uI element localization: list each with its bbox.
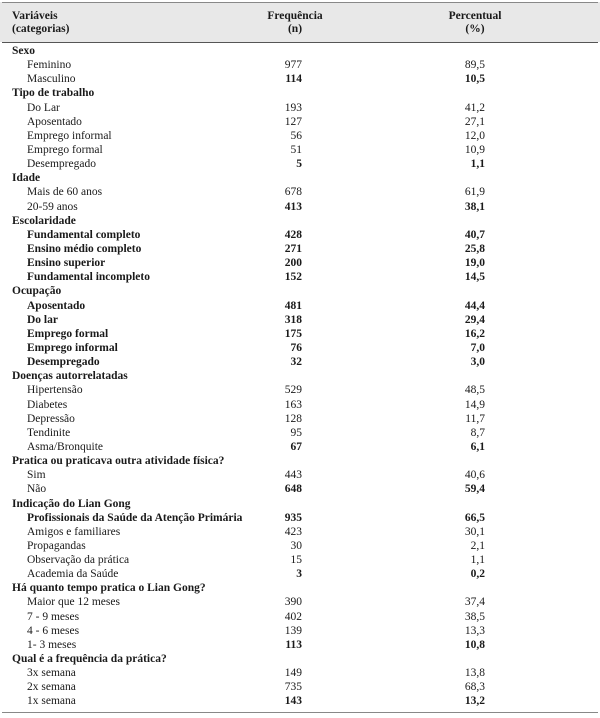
table-row bbox=[0, 270, 600, 284]
row-percent: 29,4 bbox=[464, 313, 485, 326]
row-frequency: 678 bbox=[284, 186, 302, 199]
table-row bbox=[0, 412, 600, 426]
row-frequency: 67 bbox=[290, 440, 302, 453]
category-row bbox=[0, 497, 600, 511]
row-percent: 25,8 bbox=[464, 242, 485, 255]
table-row bbox=[0, 511, 600, 525]
table-row bbox=[0, 157, 600, 171]
category-label: Ocupação bbox=[12, 285, 62, 298]
row-label: Diabetes bbox=[27, 398, 68, 411]
row-label: Aposentado bbox=[27, 115, 82, 128]
row-percent: 40,6 bbox=[464, 469, 485, 482]
row-label: Desempregado bbox=[27, 158, 96, 171]
row-percent: 27,1 bbox=[464, 115, 485, 128]
row-frequency: 113 bbox=[285, 638, 302, 651]
header-rule bbox=[2, 42, 598, 43]
row-label: 7 - 9 meses bbox=[27, 610, 80, 623]
row-label: Fundamental completo bbox=[27, 228, 141, 241]
row-label: Emprego informal bbox=[27, 341, 118, 354]
category-label: Indicação do Lian Gong bbox=[12, 497, 131, 510]
row-frequency: 529 bbox=[284, 384, 302, 397]
row-percent: 68,3 bbox=[464, 681, 485, 694]
table-row bbox=[0, 553, 600, 567]
category-row bbox=[0, 652, 600, 666]
row-label: Desempregado bbox=[27, 356, 100, 369]
table-row bbox=[0, 539, 600, 553]
table-row bbox=[0, 101, 600, 115]
table-row bbox=[0, 185, 600, 199]
table-row bbox=[0, 666, 600, 680]
row-label: Hipertensão bbox=[27, 384, 83, 397]
row-frequency: 428 bbox=[284, 228, 302, 241]
table-row bbox=[0, 242, 600, 256]
row-frequency: 163 bbox=[284, 398, 302, 411]
row-percent: 16,2 bbox=[464, 327, 485, 340]
row-label: 1- 3 meses bbox=[27, 638, 77, 651]
category-label: Sexo bbox=[12, 45, 35, 57]
table-row bbox=[0, 341, 600, 355]
category-row bbox=[0, 284, 600, 298]
row-frequency: 175 bbox=[284, 327, 302, 340]
row-frequency: 30 bbox=[290, 539, 302, 552]
row-percent: 10,5 bbox=[464, 73, 485, 86]
table-row bbox=[0, 58, 600, 72]
row-percent: 1,1 bbox=[470, 158, 485, 171]
row-frequency: 443 bbox=[284, 469, 302, 482]
row-frequency: 3 bbox=[296, 568, 302, 581]
row-percent: 37,4 bbox=[464, 596, 485, 609]
row-percent: 2,1 bbox=[470, 539, 485, 552]
table-row bbox=[0, 638, 600, 652]
row-percent: 6,1 bbox=[470, 440, 485, 453]
table-row bbox=[0, 355, 600, 369]
row-percent: 3,0 bbox=[470, 356, 485, 369]
row-frequency: 143 bbox=[284, 695, 302, 708]
row-percent: 10,9 bbox=[464, 143, 485, 156]
row-frequency: 51 bbox=[290, 143, 302, 156]
row-percent: 10,8 bbox=[464, 638, 485, 651]
row-label: Mais de 60 anos bbox=[27, 186, 103, 199]
row-percent: 13,3 bbox=[464, 624, 485, 637]
table-row bbox=[0, 313, 600, 327]
category-label: Há quanto tempo pratica o Lian Gong? bbox=[12, 582, 206, 595]
row-frequency: 648 bbox=[284, 483, 302, 496]
row-label: Não bbox=[27, 483, 47, 496]
row-frequency: 149 bbox=[284, 667, 302, 680]
row-percent: 44,4 bbox=[464, 299, 485, 312]
table-row bbox=[0, 440, 600, 454]
header-percent-line1: Percentual bbox=[448, 10, 502, 22]
table-row bbox=[0, 482, 600, 496]
row-frequency: 390 bbox=[284, 596, 302, 609]
row-percent: 66,5 bbox=[464, 511, 485, 524]
row-frequency: 128 bbox=[284, 412, 302, 425]
category-label: Doenças autorrelatadas bbox=[12, 370, 128, 383]
row-frequency: 15 bbox=[290, 554, 302, 567]
row-label: Academia da Saúde bbox=[27, 568, 119, 581]
row-percent: 1,1 bbox=[470, 554, 485, 567]
row-frequency: 76 bbox=[290, 341, 302, 354]
row-label: Emprego formal bbox=[27, 143, 103, 156]
row-label: Amigos e familiares bbox=[27, 525, 121, 538]
row-frequency: 318 bbox=[284, 313, 302, 326]
row-label: 2x semana bbox=[27, 681, 76, 694]
row-percent: 19,0 bbox=[464, 257, 485, 270]
row-percent: 30,1 bbox=[464, 525, 485, 538]
row-percent: 38,5 bbox=[464, 610, 485, 623]
table-row bbox=[0, 680, 600, 694]
table-row bbox=[0, 610, 600, 624]
row-label: Do Lar bbox=[27, 101, 60, 114]
row-percent: 0,2 bbox=[470, 568, 485, 581]
category-row bbox=[0, 171, 600, 185]
row-percent: 89,5 bbox=[464, 59, 485, 72]
row-frequency: 95 bbox=[290, 426, 302, 439]
table-row bbox=[0, 72, 600, 86]
category-row bbox=[0, 86, 600, 100]
table-row bbox=[0, 694, 600, 708]
row-label: Ensino superior bbox=[27, 257, 106, 270]
row-frequency: 193 bbox=[284, 101, 302, 114]
row-label: Ensino médio completo bbox=[27, 242, 142, 255]
table-row bbox=[0, 200, 600, 214]
table-row bbox=[0, 525, 600, 539]
table-header bbox=[0, 2, 600, 42]
row-frequency: 481 bbox=[284, 299, 302, 312]
row-label: Depressão bbox=[27, 412, 75, 425]
row-percent: 11,7 bbox=[465, 412, 485, 425]
row-label: Asma/Bronquite bbox=[27, 440, 104, 453]
row-frequency: 32 bbox=[290, 356, 302, 369]
row-frequency: 735 bbox=[284, 681, 302, 694]
header-percent bbox=[400, 10, 550, 36]
category-row bbox=[0, 214, 600, 228]
row-label: Do lar bbox=[27, 313, 58, 326]
row-frequency: 977 bbox=[284, 59, 302, 72]
category-row bbox=[0, 44, 600, 58]
table-row bbox=[0, 299, 600, 313]
table-row bbox=[0, 256, 600, 270]
row-percent: 7,0 bbox=[470, 341, 485, 354]
row-label: Maior que 12 meses bbox=[27, 596, 120, 609]
row-label: Feminino bbox=[27, 59, 72, 72]
table-row bbox=[0, 567, 600, 581]
row-label: Emprego formal bbox=[27, 327, 109, 340]
row-label: Tendinite bbox=[27, 426, 71, 439]
row-frequency: 271 bbox=[284, 242, 302, 255]
header-variables-line1: Variáveis bbox=[12, 10, 58, 22]
row-percent: 59,4 bbox=[464, 483, 485, 496]
row-label: 4 - 6 meses bbox=[27, 624, 80, 637]
category-label: Idade bbox=[12, 172, 41, 185]
row-label: Aposentado bbox=[27, 299, 86, 312]
bottom-rule bbox=[2, 712, 598, 713]
row-percent: 40,7 bbox=[464, 228, 485, 241]
category-label: Tipo de trabalho bbox=[12, 87, 95, 100]
row-frequency: 127 bbox=[284, 115, 302, 128]
row-frequency: 114 bbox=[285, 73, 302, 86]
row-frequency: 935 bbox=[284, 511, 302, 524]
header-frequency bbox=[220, 10, 370, 36]
row-label: 20-59 anos bbox=[27, 200, 78, 213]
row-percent: 61,9 bbox=[464, 186, 485, 199]
row-percent: 14,5 bbox=[464, 271, 485, 284]
row-percent: 8,7 bbox=[470, 426, 485, 439]
row-percent: 13,2 bbox=[464, 695, 485, 708]
row-label: Observação da prática bbox=[27, 554, 130, 567]
category-row bbox=[0, 369, 600, 383]
category-label: Qual é a frequência da prática? bbox=[12, 653, 167, 666]
top-rule bbox=[2, 2, 598, 3]
row-label: Profissionais da Saúde da Atenção Primária bbox=[27, 511, 243, 524]
row-percent: 12,0 bbox=[464, 129, 485, 142]
row-frequency: 139 bbox=[284, 624, 302, 637]
row-label: Emprego informal bbox=[27, 129, 112, 142]
row-frequency: 413 bbox=[284, 200, 302, 213]
table-row bbox=[0, 115, 600, 129]
table-row bbox=[0, 129, 600, 143]
category-label: Escolaridade bbox=[12, 214, 76, 227]
row-label: Fundamental incompleto bbox=[27, 271, 150, 284]
table-row bbox=[0, 327, 600, 341]
row-label: 3x semana bbox=[27, 667, 76, 680]
row-percent: 48,5 bbox=[464, 384, 485, 397]
table-row bbox=[0, 228, 600, 242]
row-frequency: 200 bbox=[284, 257, 302, 270]
table-row bbox=[0, 426, 600, 440]
header-variables bbox=[12, 10, 69, 36]
header-frequency-line1: Frequência bbox=[267, 10, 323, 22]
category-row bbox=[0, 454, 600, 468]
row-label: Masculino bbox=[27, 73, 76, 86]
table-row bbox=[0, 398, 600, 412]
row-frequency: 152 bbox=[284, 271, 302, 284]
table-row bbox=[0, 468, 600, 482]
header-frequency-line2: (n) bbox=[287, 23, 303, 35]
header-variables-line2: (categorias) bbox=[12, 23, 70, 35]
header-percent-line2: (%) bbox=[465, 23, 485, 35]
row-label: Sim bbox=[27, 469, 46, 482]
row-frequency: 402 bbox=[284, 610, 302, 623]
row-frequency: 5 bbox=[296, 158, 302, 171]
row-percent: 38,1 bbox=[464, 200, 485, 213]
row-percent: 41,2 bbox=[464, 101, 485, 114]
row-frequency: 423 bbox=[284, 525, 302, 538]
category-label: Pratica ou praticava outra atividade física? bbox=[12, 455, 225, 468]
table-body bbox=[0, 44, 600, 709]
row-label: Propagandas bbox=[27, 539, 86, 552]
row-percent: 14,9 bbox=[464, 398, 485, 411]
row-percent: 13,8 bbox=[464, 667, 485, 680]
table-row bbox=[0, 624, 600, 638]
table-row bbox=[0, 595, 600, 609]
row-label: 1x semana bbox=[27, 695, 76, 708]
table-row bbox=[0, 143, 600, 157]
table-row bbox=[0, 383, 600, 397]
category-row bbox=[0, 581, 600, 595]
row-frequency: 56 bbox=[290, 129, 302, 142]
